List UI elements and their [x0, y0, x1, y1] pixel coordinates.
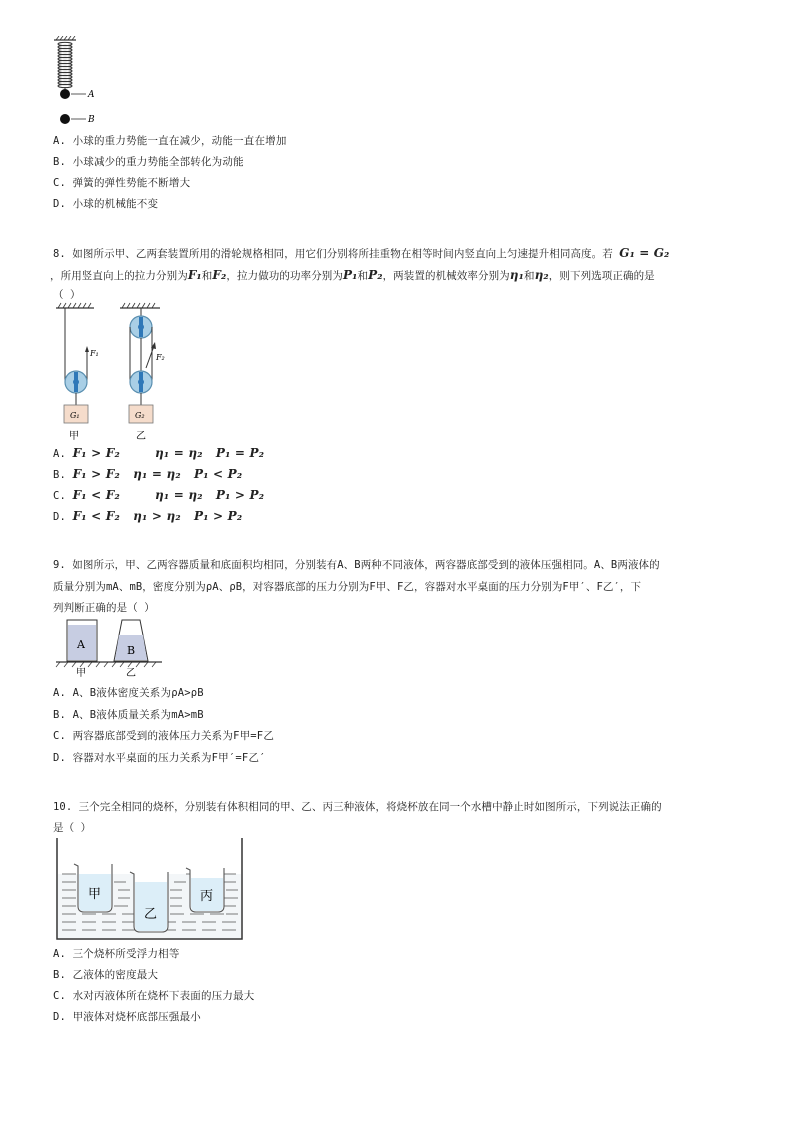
label-yi: 乙 — [136, 431, 146, 442]
q8-option-c[interactable] — [53, 488, 264, 502]
q8-option-a-text: F₁ > F₂ η₁ = η₂ P₁ = P₂ — [72, 446, 265, 460]
label-b-liquid: B — [127, 644, 136, 657]
label-g2: G₂ — [135, 411, 145, 420]
q9-option-c[interactable]: C. 两容器底部受到的液体压力关系为F甲=F乙 — [53, 730, 275, 742]
q10-option-d[interactable]: D. 甲液体对烧杯底部压强最小 — [53, 1011, 201, 1023]
label-jia-container: 甲 — [76, 668, 86, 677]
q9-option-b[interactable]: B. A、B液体质量关系为mA>mB — [53, 709, 204, 721]
q9-stem-line1: 9. 如图所示，甲、乙两容器质量和底面积均相同，分别装有A、B两种不同液体，两容器底部受到的液体压强相同。A、B两液体的 — [53, 559, 660, 571]
label-yi-container: 乙 — [126, 668, 136, 677]
q8-option-d[interactable] — [53, 509, 242, 523]
q8-option-c-key: C. — [53, 490, 67, 502]
q8-condition-math: G₁ = G₂ — [619, 246, 670, 260]
label-beaker-bing: 丙 — [200, 889, 214, 904]
q8-and3: 和 — [523, 270, 535, 282]
label-jia: 甲 — [69, 431, 79, 442]
q7-option-d[interactable]: D. 小球的机械能不变 — [53, 198, 159, 210]
q8-option-a-key: A. — [53, 448, 67, 460]
q9-stem-line3: 列判断正确的是（ ） — [53, 602, 155, 614]
q7-option-a[interactable]: A. 小球的重力势能一直在减少，动能一直在增加 — [53, 135, 287, 147]
pulley-figure — [52, 302, 172, 442]
q8-option-b-text: F₁ > F₂ η₁ = η₂ P₁ < P₂ — [72, 467, 243, 481]
label-beaker-jia: 甲 — [88, 887, 102, 902]
q9-option-d[interactable]: D. 容器对水平桌面的压力关系为F甲′=F乙′ — [53, 752, 266, 764]
q10-option-b[interactable]: B. 乙液体的密度最大 — [53, 969, 159, 981]
q9-option-a[interactable]: A. A、B液体密度关系为ρA>ρB — [53, 687, 204, 699]
q9-stem-line2: 质量分别为mA、mB，密度分别为ρA、ρB，对容器底部的压力分别为F甲、F乙，容器对水平桌面的压力分别为F甲′、F乙′，下 — [53, 581, 642, 593]
q10-stem-line2: 是（ ） — [53, 822, 92, 834]
q7-option-b[interactable]: B. 小球减少的重力势能全部转化为动能 — [53, 156, 244, 168]
ball-b — [60, 114, 70, 124]
q8-stem-line1 — [53, 246, 669, 261]
container-figure — [54, 615, 166, 677]
label-f2: F₂ — [156, 353, 165, 362]
q10-option-a[interactable]: A. 三个烧杯所受浮力相等 — [53, 948, 180, 960]
q8-and1: 和 — [201, 270, 213, 282]
label-f1: F₁ — [90, 349, 99, 358]
q8-eta1: η₁ — [509, 268, 524, 282]
label-b: B — [88, 115, 95, 125]
q8-option-b-key: B. — [53, 469, 67, 481]
q10-option-c[interactable]: C. 水对丙液体所在烧杯下表面的压力最大 — [53, 990, 255, 1002]
q8-eta2: η₂ — [534, 268, 549, 282]
label-g1: G₁ — [70, 411, 80, 420]
q8-text-a: ，所用竖直向上的拉力分别为 — [50, 270, 188, 282]
q8-and2: 和 — [357, 270, 369, 282]
q7-option-c[interactable]: C. 弹簧的弹性势能不断增大 — [53, 177, 191, 189]
q8-stem-text1: 8. 如图所示甲、乙两套装置所用的滑轮规格相同，用它们分别将所挂重物在相等时间内竖直向上匀速提升相同高度。若 — [53, 248, 613, 260]
q8-p2: P₂ — [368, 268, 383, 282]
q8-text-b: ，拉力做功的功率分别为 — [226, 270, 343, 282]
q8-stem-line3: （ ） — [53, 289, 81, 301]
q8-option-d-text: F₁ < F₂ η₁ > η₂ P₁ > P₂ — [72, 509, 243, 523]
q8-stem-line2 — [50, 268, 655, 283]
q8-option-a[interactable] — [53, 446, 264, 460]
label-a: A — [88, 90, 95, 100]
q8-option-d-key: D. — [53, 511, 67, 523]
q8-f1: F₁ — [187, 268, 202, 282]
ball-a — [60, 89, 70, 99]
q8-text-d: ，则下列选项正确的是 — [548, 270, 655, 282]
q8-f2: F₂ — [212, 268, 227, 282]
q8-option-c-text: F₁ < F₂ η₁ = η₂ P₁ > P₂ — [72, 488, 265, 502]
q10-stem-line1: 10. 三个完全相同的烧杯，分别装有体积相同的甲、乙、丙三种液体，将烧杯放在同一个水槽中静止时如图所示，下列说法正确的 — [53, 801, 662, 813]
q8-option-b[interactable] — [53, 467, 242, 481]
q8-p1: P₁ — [343, 268, 358, 282]
label-beaker-yi: 乙 — [144, 907, 158, 922]
spring-figure — [48, 36, 118, 128]
label-a-liquid: A — [77, 638, 85, 651]
beaker-tank-figure — [54, 836, 246, 942]
q8-text-c: ，两装置的机械效率分别为 — [382, 270, 510, 282]
